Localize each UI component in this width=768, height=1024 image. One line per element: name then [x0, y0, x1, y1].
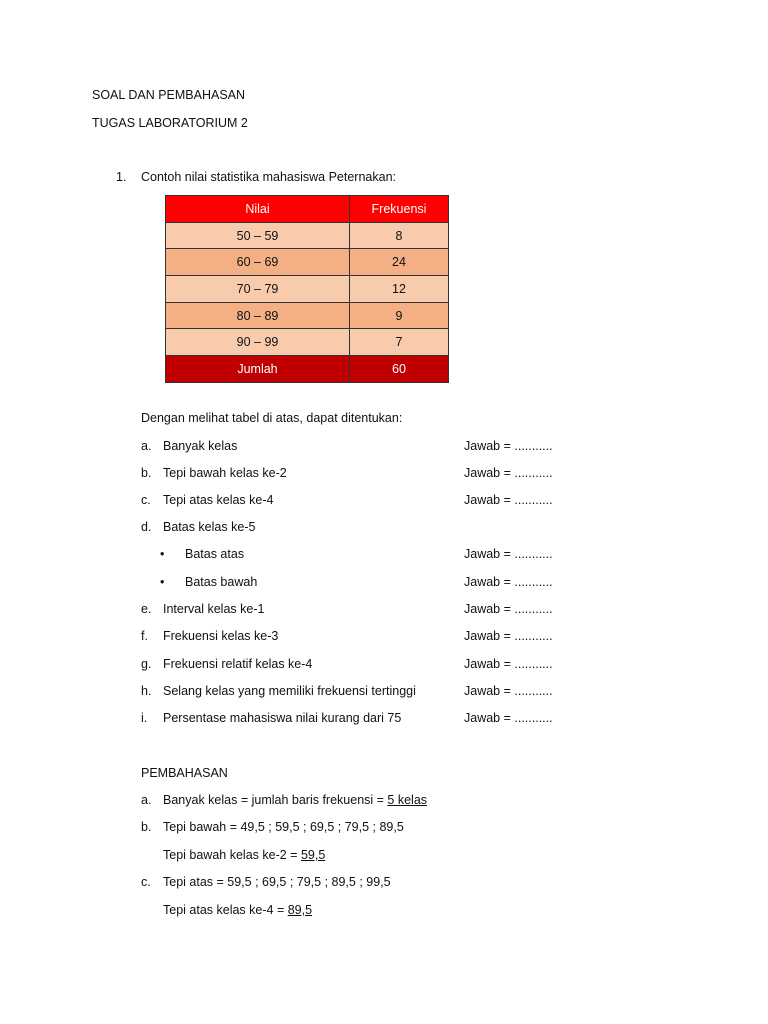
table-total-label: Jumlah [166, 356, 350, 383]
bullet-icon: • [160, 575, 165, 589]
table-cell-frekuensi: 9 [350, 302, 449, 329]
pembahasan-b-text: Tepi bawah = 49,5 ; 59,5 ; 69,5 ; 79,5 ; 89,5 [163, 820, 404, 834]
item-letter: i. [141, 711, 148, 725]
table-row [166, 329, 449, 356]
pembahasan-a-text: Banyak kelas = jumlah baris frekuensi = [163, 793, 388, 807]
table-header-nilai: Nilai [166, 196, 350, 223]
table-cell-nilai: 90 – 99 [166, 329, 350, 356]
pembahasan-c-sub-text: Tepi atas kelas ke-4 = [163, 903, 288, 917]
pembahasan-b-answer: 59,5 [300, 848, 326, 862]
item-text: Banyak kelas [163, 439, 238, 453]
table-cell-frekuensi: 7 [350, 329, 449, 356]
answer-blank: Jawab = ........... [464, 629, 553, 643]
table-cell-frekuensi: 12 [350, 276, 449, 303]
item-letter: a. [141, 793, 152, 807]
item-letter: c. [141, 875, 151, 889]
item-text: Selang kelas yang memiliki frekuensi tertinggi [163, 684, 416, 698]
table-row [166, 302, 449, 329]
item-text: Frekuensi relatif kelas ke-4 [163, 657, 313, 671]
item-letter: c. [141, 493, 151, 507]
answer-blank: Jawab = ........... [464, 711, 553, 725]
frequency-table [165, 195, 449, 383]
item-text: Persentase mahasiswa nilai kurang dari 75 [163, 711, 402, 725]
item-letter: b. [141, 820, 152, 834]
answer-blank: Jawab = ........... [464, 684, 553, 698]
item-text: Batas kelas ke-5 [163, 520, 256, 534]
table-cell-nilai: 50 – 59 [166, 222, 350, 249]
table-total-row [166, 356, 449, 383]
item-letter: a. [141, 439, 152, 453]
pembahasan-title: PEMBAHASAN [141, 766, 228, 780]
document-title: SOAL DAN PEMBAHASAN [92, 88, 246, 102]
table-cell-nilai: 60 – 69 [166, 249, 350, 276]
table-cell-frekuensi: 24 [350, 249, 449, 276]
table-cell-nilai: 70 – 79 [166, 276, 350, 303]
question-number: 1. [116, 170, 127, 184]
table-cell-nilai: 80 – 89 [166, 302, 350, 329]
table-row [166, 249, 449, 276]
answer-blank: Jawab = ........... [464, 575, 553, 589]
table-row [166, 222, 449, 249]
item-letter: g. [141, 657, 152, 671]
item-text: Tepi bawah kelas ke-2 [163, 466, 287, 480]
answer-blank: Jawab = ........... [464, 466, 553, 480]
pembahasan-a-answer: 5 kelas [387, 793, 428, 807]
document-subtitle: TUGAS LABORATORIUM 2 [92, 116, 248, 130]
pembahasan-a-line [163, 793, 427, 807]
item-text: Frekuensi kelas ke-3 [163, 629, 279, 643]
pembahasan-b-sub [163, 848, 325, 862]
item-text: Batas atas [185, 547, 245, 561]
answer-blank: Jawab = ........... [464, 493, 553, 507]
pembahasan-c-sub [163, 903, 312, 917]
item-text: Batas bawah [185, 575, 258, 589]
answer-blank: Jawab = ........... [464, 547, 553, 561]
pembahasan-c-text: Tepi atas = 59,5 ; 69,5 ; 79,5 ; 89,5 ; 99,5 [163, 875, 391, 889]
question-lead: Dengan melihat tabel di atas, dapat ditentukan: [141, 411, 403, 425]
table-cell-frekuensi: 8 [350, 222, 449, 249]
item-letter: e. [141, 602, 152, 616]
table-header-frekuensi: Frekuensi [350, 196, 449, 223]
item-text: Interval kelas ke-1 [163, 602, 265, 616]
pembahasan-c-answer: 89,5 [287, 903, 313, 917]
answer-blank: Jawab = ........... [464, 602, 553, 616]
pembahasan-b-sub-text: Tepi bawah kelas ke-2 = [163, 848, 301, 862]
item-letter: d. [141, 520, 152, 534]
table-total-value: 60 [350, 356, 449, 383]
item-letter: f. [141, 629, 148, 643]
answer-blank: Jawab = ........... [464, 657, 553, 671]
item-text: Tepi atas kelas ke-4 [163, 493, 274, 507]
item-letter: h. [141, 684, 152, 698]
table-row [166, 276, 449, 303]
table-header-row [166, 196, 449, 223]
question-intro: Contoh nilai statistika mahasiswa Peternakan: [141, 170, 396, 184]
item-letter: b. [141, 466, 152, 480]
answer-blank: Jawab = ........... [464, 439, 553, 453]
bullet-icon: • [160, 547, 165, 561]
